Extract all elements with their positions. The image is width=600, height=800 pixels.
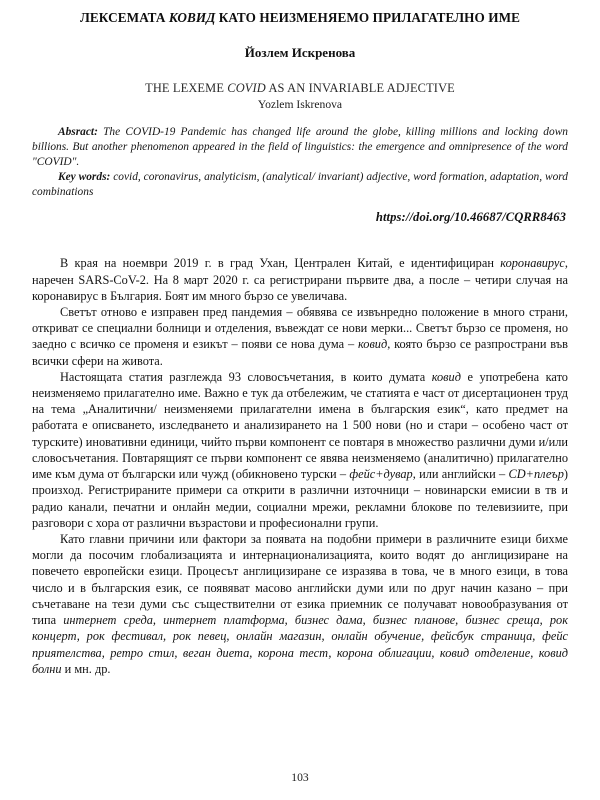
p4-part-a: Като главни причини или фактори за появата на подобни примери в различните езици бихме могли да посочим глобализацията и интернационализацията, които водят до англицизиране на повечето европейски езици. Процесът англицизиране се изразява в това, че в много езици, в това число и в българския език, се появяват масово английски думи или по друг начин казано – при съчетаване на тези думи със съществителни от езика приемник се получават новообразувания от типа	[32, 532, 568, 628]
p2-part-a: Светът отново е изправен пред пандемия – обявява се извънредно положение в много страни, откриват се специални болници и отделения, въвеждат се нови мерки... Светът бързо се променя, но заедно с всичко се променя и езикът – появи се нова дума –	[32, 304, 568, 352]
title-en-pre: THE LEXEME	[145, 80, 228, 95]
title-bg-pre: ЛЕКСЕМАТА	[79, 10, 169, 25]
page-title	[32, 10, 568, 27]
p3-italic-term-1: ковид	[431, 369, 461, 384]
p3-italic-term-3: CD+плеър	[508, 467, 564, 482]
page-title-english	[32, 81, 568, 96]
abstract-text: The COVID-19 Pandemic has changed life around the globe, killing millions and locking down billions. But another phenomenon appeared in the field of linguistics: the emergence and omnipresence of the word "COVID".	[32, 125, 568, 168]
title-en-italic-term: COVID	[227, 80, 266, 95]
keywords-text: covid, coronavirus, analyticism, (analytical/ invariant) adjective, word formation, adaptation, word combinations	[32, 170, 568, 199]
body-text	[32, 255, 568, 677]
title-bg-post: КАТО НЕИЗМЕНЯЕМО ПРИЛАГАТЕЛНО ИМЕ	[215, 10, 521, 25]
p1-part-a: В края на ноември 2019 г. в град Ухан, Централен Китай, е идентифициран	[60, 256, 501, 271]
title-en-post: AS AN INVARIABLE ADJECTIVE	[265, 80, 455, 95]
doi-link[interactable]: https://doi.org/10.46687/CQRR8463	[375, 210, 566, 225]
author-name-english: Yozlem Iskrenova	[257, 97, 343, 111]
p3-part-d: ) произход. Регистрираните примери са открити в различни източници – новинарски емисии в тв и радио канали, печатни и онлайн медии, социални мрежи, рекламни блокове по телевизиите, при разговори с хора от различни възрастови и професионални групи.	[32, 467, 569, 530]
p1-italic-term: коронавирус	[500, 256, 565, 271]
keywords-label: Key words:	[58, 170, 111, 183]
abstract-paragraph	[32, 125, 568, 170]
paragraph-1	[32, 255, 568, 304]
p1-part-b: , наречен SARS-CoV-2. На 8 март 2020 г. са регистрирани първите два, а после – четири случая на коронавирус в България. Боят им много бързо се увеличава.	[32, 256, 568, 303]
abstract-label: Absract:	[58, 125, 98, 138]
p2-italic-term: ковид	[357, 337, 388, 352]
keywords-paragraph	[32, 170, 568, 200]
paragraph-4	[32, 531, 568, 677]
p3-part-c: , или английски –	[412, 467, 509, 482]
title-bg-italic-term: КОВИД	[168, 10, 216, 25]
p3-part-a: Настоящата статия разглежда 93 словосъчетания, в които думата	[60, 369, 432, 384]
page-number: 103	[291, 771, 309, 784]
paragraph-2	[32, 304, 568, 369]
p2-part-b: , която бързо се разпространи във всички сфери на живота.	[32, 337, 568, 368]
p3-part-b: е употребена като неизменяемо прилагателно име. Важно е тук да отбележим, че статията е част от дисертационен труд на тема „Аналитични/ неизменяеми прилагателни имена в българския език“, като предмет на работата е описването, изследването и анализирането на 1 500 нови (но и стари – особено част от турските) иновативни единици, чийто първи компонент се повтаря в множество различни думи и/или словосъчетания. Повтарящият се първи компонент се явява неизменяемо (аналитично) прилагателно име към дума от български или чужд (обикновено турски –	[32, 369, 568, 482]
p4-word-combination-list: интернет среда, интернет платформа, бизнес дама, бизнес планове, бизнес среща, рок концерт, рок фестивал, рок певец, онлайн магазин, онлайн обучение, фейсбук страница, фейс приятелства, ретро стил, веган диета, корона тест, корона облигации, ковид отделение, ковид болни	[32, 613, 568, 676]
p3-italic-term-2: фейс+дувар	[349, 467, 413, 482]
author-name-bulgarian: Йозлем Искренова	[244, 44, 356, 60]
p4-part-b: и мн. др.	[61, 661, 111, 676]
paragraph-3	[32, 369, 568, 531]
